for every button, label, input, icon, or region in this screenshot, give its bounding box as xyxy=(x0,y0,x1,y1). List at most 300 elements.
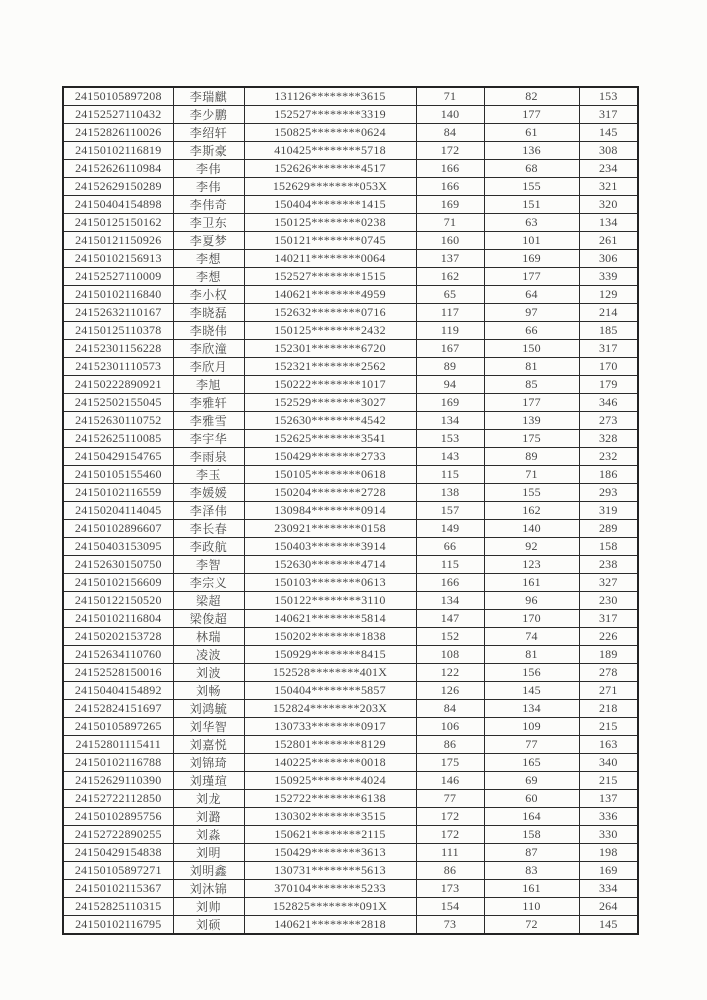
table-row xyxy=(63,790,638,808)
score-2-cell: 164 xyxy=(484,808,579,826)
name-cell: 李晓磊 xyxy=(173,304,244,322)
score-2-cell: 110 xyxy=(484,898,579,916)
score-2-cell: 68 xyxy=(484,160,579,178)
total-score-cell: 327 xyxy=(579,574,638,592)
score-2-cell: 97 xyxy=(484,304,579,322)
score-1-cell: 77 xyxy=(416,790,484,808)
total-score-cell: 293 xyxy=(579,484,638,502)
score-2-cell: 161 xyxy=(484,880,579,898)
id-number-masked-cell: 150105********0618 xyxy=(244,466,416,484)
score-1-cell: 160 xyxy=(416,232,484,250)
name-cell: 李旭 xyxy=(173,376,244,394)
total-score-cell: 230 xyxy=(579,592,638,610)
id-number-masked-cell: 152630********4542 xyxy=(244,412,416,430)
table-row xyxy=(63,628,638,646)
score-table-body xyxy=(63,87,638,934)
score-1-cell: 172 xyxy=(416,826,484,844)
id-number-masked-cell: 152722********6138 xyxy=(244,790,416,808)
total-score-cell: 234 xyxy=(579,160,638,178)
table-row xyxy=(63,880,638,898)
score-2-cell: 87 xyxy=(484,844,579,862)
table-row xyxy=(63,214,638,232)
score-2-cell: 177 xyxy=(484,394,579,412)
total-score-cell: 214 xyxy=(579,304,638,322)
exam-number-cell: 24152632110167 xyxy=(63,304,173,322)
id-number-masked-cell: 150125********0238 xyxy=(244,214,416,232)
id-number-masked-cell: 152626********4517 xyxy=(244,160,416,178)
name-cell: 梁俊超 xyxy=(173,610,244,628)
total-score-cell: 308 xyxy=(579,142,638,160)
table-row xyxy=(63,502,638,520)
total-score-cell: 330 xyxy=(579,826,638,844)
score-2-cell: 155 xyxy=(484,178,579,196)
id-number-masked-cell: 150404********1415 xyxy=(244,196,416,214)
name-cell: 林瑞 xyxy=(173,628,244,646)
name-cell: 李小权 xyxy=(173,286,244,304)
id-number-masked-cell: 150122********3110 xyxy=(244,592,416,610)
total-score-cell: 145 xyxy=(579,916,638,935)
exam-number-cell: 24152626110984 xyxy=(63,160,173,178)
table-row xyxy=(63,682,638,700)
name-cell: 刘沐锦 xyxy=(173,880,244,898)
table-row xyxy=(63,520,638,538)
score-1-cell: 134 xyxy=(416,412,484,430)
score-1-cell: 86 xyxy=(416,862,484,880)
id-number-masked-cell: 152632********0716 xyxy=(244,304,416,322)
exam-number-cell: 24150429154765 xyxy=(63,448,173,466)
table-row xyxy=(63,916,638,935)
id-number-masked-cell: 150204********2728 xyxy=(244,484,416,502)
id-number-masked-cell: 152529********3027 xyxy=(244,394,416,412)
table-row xyxy=(63,340,638,358)
score-1-cell: 134 xyxy=(416,592,484,610)
exam-number-cell: 24150102896607 xyxy=(63,520,173,538)
exam-number-cell: 24152502155045 xyxy=(63,394,173,412)
score-1-cell: 86 xyxy=(416,736,484,754)
table-row xyxy=(63,574,638,592)
exam-number-cell: 24150429154838 xyxy=(63,844,173,862)
score-1-cell: 169 xyxy=(416,394,484,412)
id-number-masked-cell: 152527********3319 xyxy=(244,106,416,124)
name-cell: 刘畅 xyxy=(173,682,244,700)
score-2-cell: 169 xyxy=(484,250,579,268)
score-2-cell: 77 xyxy=(484,736,579,754)
table-row xyxy=(63,718,638,736)
table-row xyxy=(63,826,638,844)
total-score-cell: 271 xyxy=(579,682,638,700)
score-1-cell: 149 xyxy=(416,520,484,538)
table-row xyxy=(63,664,638,682)
exam-number-cell: 24150102115367 xyxy=(63,880,173,898)
id-number-masked-cell: 370104********5233 xyxy=(244,880,416,898)
score-1-cell: 106 xyxy=(416,718,484,736)
name-cell: 刘明 xyxy=(173,844,244,862)
exam-number-cell: 24150102895756 xyxy=(63,808,173,826)
id-number-masked-cell: 230921********0158 xyxy=(244,520,416,538)
id-number-masked-cell: 152528********401X xyxy=(244,664,416,682)
exam-number-cell: 24152634110760 xyxy=(63,646,173,664)
score-1-cell: 119 xyxy=(416,322,484,340)
name-cell: 李晓伟 xyxy=(173,322,244,340)
id-number-masked-cell: 140211********0064 xyxy=(244,250,416,268)
score-1-cell: 175 xyxy=(416,754,484,772)
score-1-cell: 84 xyxy=(416,124,484,142)
name-cell: 李伟 xyxy=(173,178,244,196)
score-2-cell: 81 xyxy=(484,358,579,376)
exam-number-cell: 24152301110573 xyxy=(63,358,173,376)
id-number-masked-cell: 150125********2432 xyxy=(244,322,416,340)
total-score-cell: 163 xyxy=(579,736,638,754)
name-cell: 刘明鑫 xyxy=(173,862,244,880)
score-1-cell: 71 xyxy=(416,87,484,106)
id-number-masked-cell: 152321********2562 xyxy=(244,358,416,376)
name-cell: 刘锦琦 xyxy=(173,754,244,772)
total-score-cell: 179 xyxy=(579,376,638,394)
score-1-cell: 84 xyxy=(416,700,484,718)
exam-number-cell: 24150125150162 xyxy=(63,214,173,232)
name-cell: 凌波 xyxy=(173,646,244,664)
name-cell: 李卫东 xyxy=(173,214,244,232)
total-score-cell: 278 xyxy=(579,664,638,682)
score-1-cell: 115 xyxy=(416,466,484,484)
id-number-masked-cell: 140621********2818 xyxy=(244,916,416,935)
total-score-cell: 153 xyxy=(579,87,638,106)
exam-number-cell: 24152625110085 xyxy=(63,430,173,448)
score-2-cell: 81 xyxy=(484,646,579,664)
exam-number-cell: 24150122150520 xyxy=(63,592,173,610)
table-row xyxy=(63,646,638,664)
score-1-cell: 122 xyxy=(416,664,484,682)
table-row xyxy=(63,322,638,340)
id-number-masked-cell: 152625********3541 xyxy=(244,430,416,448)
id-number-masked-cell: 130302********3515 xyxy=(244,808,416,826)
total-score-cell: 289 xyxy=(579,520,638,538)
id-number-masked-cell: 150121********0745 xyxy=(244,232,416,250)
total-score-cell: 185 xyxy=(579,322,638,340)
table-row xyxy=(63,448,638,466)
total-score-cell: 137 xyxy=(579,790,638,808)
table-row xyxy=(63,466,638,484)
score-2-cell: 71 xyxy=(484,466,579,484)
score-2-cell: 82 xyxy=(484,87,579,106)
score-2-cell: 156 xyxy=(484,664,579,682)
exam-number-cell: 24150105897265 xyxy=(63,718,173,736)
table-row xyxy=(63,430,638,448)
table-row xyxy=(63,196,638,214)
id-number-masked-cell: 410425********5718 xyxy=(244,142,416,160)
name-cell: 李玉 xyxy=(173,466,244,484)
name-cell: 李想 xyxy=(173,250,244,268)
score-1-cell: 117 xyxy=(416,304,484,322)
total-score-cell: 232 xyxy=(579,448,638,466)
score-1-cell: 169 xyxy=(416,196,484,214)
exam-number-cell: 24150403153095 xyxy=(63,538,173,556)
score-2-cell: 123 xyxy=(484,556,579,574)
score-1-cell: 143 xyxy=(416,448,484,466)
name-cell: 刘龙 xyxy=(173,790,244,808)
score-1-cell: 172 xyxy=(416,808,484,826)
name-cell: 梁超 xyxy=(173,592,244,610)
score-1-cell: 94 xyxy=(416,376,484,394)
exam-number-cell: 24152301156228 xyxy=(63,340,173,358)
exam-number-cell: 24150102116559 xyxy=(63,484,173,502)
name-cell: 李欣潼 xyxy=(173,340,244,358)
exam-number-cell: 24150105897271 xyxy=(63,862,173,880)
id-number-masked-cell: 150103********0613 xyxy=(244,574,416,592)
total-score-cell: 340 xyxy=(579,754,638,772)
id-number-masked-cell: 140621********5814 xyxy=(244,610,416,628)
table-row xyxy=(63,142,638,160)
exam-number-cell: 24150105155460 xyxy=(63,466,173,484)
total-score-cell: 273 xyxy=(579,412,638,430)
name-cell: 刘帅 xyxy=(173,898,244,916)
total-score-cell: 215 xyxy=(579,772,638,790)
id-number-masked-cell: 152527********1515 xyxy=(244,268,416,286)
exam-number-cell: 24152630150750 xyxy=(63,556,173,574)
score-1-cell: 157 xyxy=(416,502,484,520)
id-number-masked-cell: 152801********8129 xyxy=(244,736,416,754)
score-2-cell: 136 xyxy=(484,142,579,160)
id-number-masked-cell: 150404********5857 xyxy=(244,682,416,700)
name-cell: 李雨泉 xyxy=(173,448,244,466)
id-number-masked-cell: 150429********2733 xyxy=(244,448,416,466)
score-2-cell: 162 xyxy=(484,502,579,520)
exam-number-cell: 24150102116804 xyxy=(63,610,173,628)
exam-number-cell: 24150125110378 xyxy=(63,322,173,340)
name-cell: 李斯豪 xyxy=(173,142,244,160)
total-score-cell: 215 xyxy=(579,718,638,736)
name-cell: 李欣月 xyxy=(173,358,244,376)
exam-number-cell: 24150102116795 xyxy=(63,916,173,935)
name-cell: 李宗义 xyxy=(173,574,244,592)
exam-number-cell: 24152801115411 xyxy=(63,736,173,754)
exam-number-cell: 24150102156913 xyxy=(63,250,173,268)
exam-number-cell: 24152824151697 xyxy=(63,700,173,718)
exam-number-cell: 24152527110009 xyxy=(63,268,173,286)
id-number-masked-cell: 150825********0624 xyxy=(244,124,416,142)
score-2-cell: 151 xyxy=(484,196,579,214)
score-2-cell: 150 xyxy=(484,340,579,358)
id-number-masked-cell: 140225********0018 xyxy=(244,754,416,772)
score-1-cell: 111 xyxy=(416,844,484,862)
score-2-cell: 134 xyxy=(484,700,579,718)
name-cell: 李长春 xyxy=(173,520,244,538)
table-row xyxy=(63,232,638,250)
id-number-masked-cell: 150925********4024 xyxy=(244,772,416,790)
score-2-cell: 66 xyxy=(484,322,579,340)
total-score-cell: 336 xyxy=(579,808,638,826)
total-score-cell: 320 xyxy=(579,196,638,214)
score-1-cell: 166 xyxy=(416,178,484,196)
score-1-cell: 162 xyxy=(416,268,484,286)
exam-number-cell: 24152528150016 xyxy=(63,664,173,682)
score-2-cell: 74 xyxy=(484,628,579,646)
name-cell: 刘鸿毓 xyxy=(173,700,244,718)
total-score-cell: 218 xyxy=(579,700,638,718)
score-1-cell: 65 xyxy=(416,286,484,304)
total-score-cell: 198 xyxy=(579,844,638,862)
score-2-cell: 175 xyxy=(484,430,579,448)
name-cell: 李雅雪 xyxy=(173,412,244,430)
total-score-cell: 339 xyxy=(579,268,638,286)
score-1-cell: 153 xyxy=(416,430,484,448)
id-number-masked-cell: 130984********0914 xyxy=(244,502,416,520)
total-score-cell: 317 xyxy=(579,340,638,358)
score-1-cell: 108 xyxy=(416,646,484,664)
score-2-cell: 89 xyxy=(484,448,579,466)
total-score-cell: 170 xyxy=(579,358,638,376)
score-2-cell: 63 xyxy=(484,214,579,232)
id-number-masked-cell: 152824********203X xyxy=(244,700,416,718)
table-row xyxy=(63,538,638,556)
score-2-cell: 139 xyxy=(484,412,579,430)
total-score-cell: 319 xyxy=(579,502,638,520)
id-number-masked-cell: 150929********8415 xyxy=(244,646,416,664)
total-score-cell: 134 xyxy=(579,214,638,232)
score-1-cell: 146 xyxy=(416,772,484,790)
id-number-masked-cell: 130731********5613 xyxy=(244,862,416,880)
total-score-cell: 306 xyxy=(579,250,638,268)
name-cell: 刘嘉悦 xyxy=(173,736,244,754)
id-number-masked-cell: 150621********2115 xyxy=(244,826,416,844)
score-1-cell: 89 xyxy=(416,358,484,376)
exam-number-cell: 24150202153728 xyxy=(63,628,173,646)
name-cell: 李少鹏 xyxy=(173,106,244,124)
score-1-cell: 154 xyxy=(416,898,484,916)
name-cell: 李瑞麒 xyxy=(173,87,244,106)
id-number-masked-cell: 131126********3615 xyxy=(244,87,416,106)
score-2-cell: 140 xyxy=(484,520,579,538)
table-row xyxy=(63,178,638,196)
total-score-cell: 158 xyxy=(579,538,638,556)
total-score-cell: 321 xyxy=(579,178,638,196)
score-2-cell: 60 xyxy=(484,790,579,808)
table-row xyxy=(63,358,638,376)
id-number-masked-cell: 152630********4714 xyxy=(244,556,416,574)
score-1-cell: 167 xyxy=(416,340,484,358)
name-cell: 刘硕 xyxy=(173,916,244,935)
id-number-masked-cell: 152825********091X xyxy=(244,898,416,916)
id-number-masked-cell: 140621********4959 xyxy=(244,286,416,304)
table-row xyxy=(63,268,638,286)
total-score-cell: 264 xyxy=(579,898,638,916)
table-row xyxy=(63,124,638,142)
total-score-cell: 238 xyxy=(579,556,638,574)
exam-number-cell: 24152629150289 xyxy=(63,178,173,196)
name-cell: 李雅轩 xyxy=(173,394,244,412)
table-row xyxy=(63,592,638,610)
score-1-cell: 172 xyxy=(416,142,484,160)
score-1-cell: 152 xyxy=(416,628,484,646)
exam-number-cell: 24152825110315 xyxy=(63,898,173,916)
exam-number-cell: 24152722890255 xyxy=(63,826,173,844)
exam-number-cell: 24152630110752 xyxy=(63,412,173,430)
exam-number-cell: 24150105897208 xyxy=(63,87,173,106)
name-cell: 李宇华 xyxy=(173,430,244,448)
score-1-cell: 71 xyxy=(416,214,484,232)
total-score-cell: 129 xyxy=(579,286,638,304)
score-2-cell: 165 xyxy=(484,754,579,772)
score-2-cell: 72 xyxy=(484,916,579,935)
score-2-cell: 101 xyxy=(484,232,579,250)
table-row xyxy=(63,556,638,574)
table-row xyxy=(63,754,638,772)
score-2-cell: 92 xyxy=(484,538,579,556)
id-number-masked-cell: 150429********3613 xyxy=(244,844,416,862)
table-row xyxy=(63,736,638,754)
table-row xyxy=(63,808,638,826)
table-row xyxy=(63,862,638,880)
table-row xyxy=(63,610,638,628)
table-row xyxy=(63,772,638,790)
table-row xyxy=(63,250,638,268)
score-2-cell: 109 xyxy=(484,718,579,736)
score-2-cell: 96 xyxy=(484,592,579,610)
total-score-cell: 145 xyxy=(579,124,638,142)
name-cell: 李媛媛 xyxy=(173,484,244,502)
table-row xyxy=(63,394,638,412)
name-cell: 李绍轩 xyxy=(173,124,244,142)
id-number-masked-cell: 150202********1838 xyxy=(244,628,416,646)
score-table xyxy=(62,86,639,935)
table-row xyxy=(63,844,638,862)
score-2-cell: 64 xyxy=(484,286,579,304)
exam-number-cell: 24150404154892 xyxy=(63,682,173,700)
score-2-cell: 177 xyxy=(484,268,579,286)
exam-number-cell: 24150204114045 xyxy=(63,502,173,520)
name-cell: 李泽伟 xyxy=(173,502,244,520)
name-cell: 刘波 xyxy=(173,664,244,682)
score-1-cell: 66 xyxy=(416,538,484,556)
exam-number-cell: 24150102116788 xyxy=(63,754,173,772)
score-2-cell: 85 xyxy=(484,376,579,394)
name-cell: 李想 xyxy=(173,268,244,286)
id-number-masked-cell: 150403********3914 xyxy=(244,538,416,556)
score-2-cell: 145 xyxy=(484,682,579,700)
score-1-cell: 137 xyxy=(416,250,484,268)
name-cell: 李政航 xyxy=(173,538,244,556)
score-2-cell: 69 xyxy=(484,772,579,790)
total-score-cell: 226 xyxy=(579,628,638,646)
score-2-cell: 61 xyxy=(484,124,579,142)
total-score-cell: 334 xyxy=(579,880,638,898)
table-row xyxy=(63,898,638,916)
name-cell: 李夏梦 xyxy=(173,232,244,250)
exam-number-cell: 24150121150926 xyxy=(63,232,173,250)
score-2-cell: 158 xyxy=(484,826,579,844)
score-1-cell: 173 xyxy=(416,880,484,898)
exam-number-cell: 24150404154898 xyxy=(63,196,173,214)
table-row xyxy=(63,700,638,718)
name-cell: 李伟 xyxy=(173,160,244,178)
table-row xyxy=(63,87,638,106)
score-1-cell: 166 xyxy=(416,574,484,592)
total-score-cell: 189 xyxy=(579,646,638,664)
table-row xyxy=(63,412,638,430)
score-1-cell: 138 xyxy=(416,484,484,502)
table-row xyxy=(63,160,638,178)
id-number-masked-cell: 130733********0917 xyxy=(244,718,416,736)
total-score-cell: 317 xyxy=(579,610,638,628)
id-number-masked-cell: 150222********1017 xyxy=(244,376,416,394)
total-score-cell: 169 xyxy=(579,862,638,880)
table-row xyxy=(63,304,638,322)
name-cell: 刘华智 xyxy=(173,718,244,736)
score-1-cell: 126 xyxy=(416,682,484,700)
name-cell: 李智 xyxy=(173,556,244,574)
id-number-masked-cell: 152629********053X xyxy=(244,178,416,196)
exam-number-cell: 24150222890921 xyxy=(63,376,173,394)
